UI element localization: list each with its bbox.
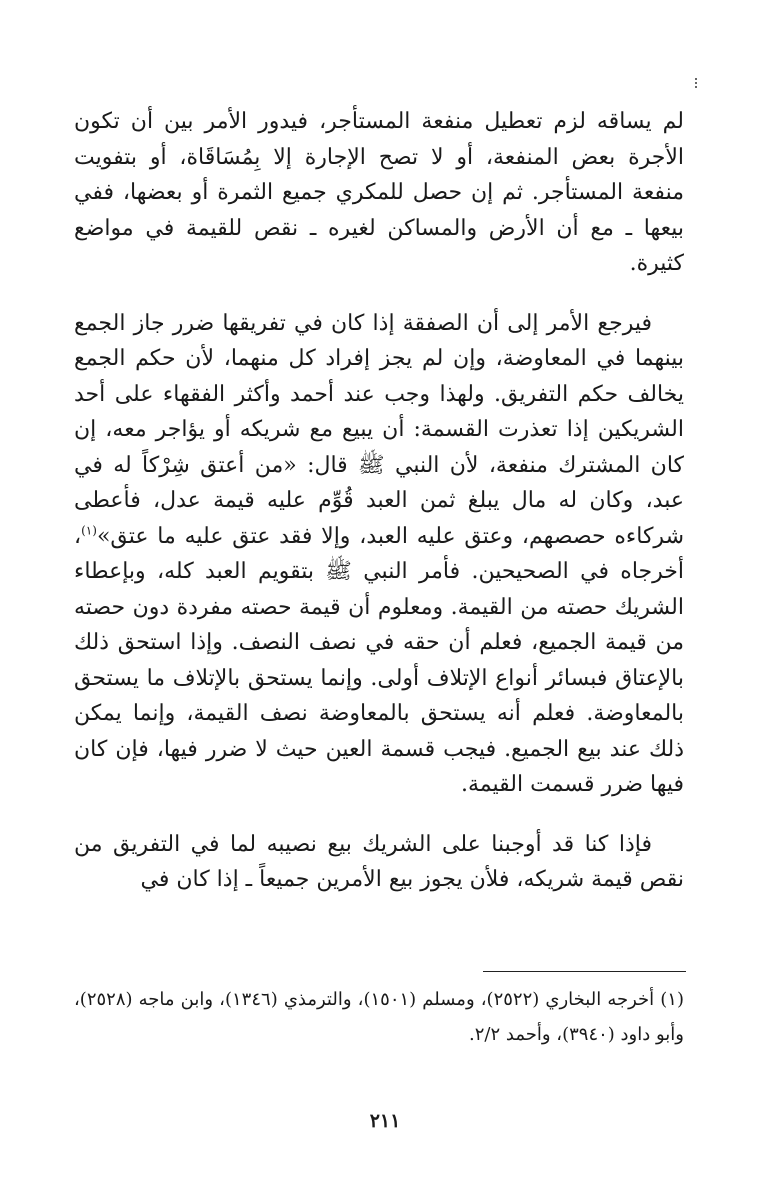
paragraph-3: فإذا كنا قد أوجبنا على الشريك بيع نصيبه لما في التفريق من نقص قيمة شريكه، فلأن يجوز بيع الأمرين جميعاً ـ إذا كان في: [74, 831, 684, 892]
footnote-1: (١) أخرجه البخاري (٢٥٢٢)، ومسلم (١٥٠١)، والترمذي (١٣٤٦)، وابن ماجه (٢٥٢٨)، وأبو داود (٣٩٤٠)، وأحمد ٢/٢.: [74, 989, 684, 1045]
main-text: [74, 104, 684, 898]
footnote-separator: [483, 971, 686, 972]
paragraph-1: لم يساقه لزم تعطيل منفعة المستأجر، فيدور الأمر بين أن تكون الأجرة بعض المنفعة، أو لا تصح الإجارة إلا بِمُسَاقَاة، أو بتفويت منفعة المستأجر. ثم إن حصل للمكري جميع الثمرة أو بعضها، ففي بيعها ـ مع أن الأرض والمساكن لغيره ـ نقص للقيمة في مواضع كثيرة.: [74, 109, 684, 276]
page-number: ٢١١: [369, 1110, 401, 1132]
footnotes: [74, 982, 684, 1052]
paragraph-2-text: فيرجع الأمر إلى أن الصفقة إذا كان في تفريقها ضرر جاز الجمع بينهما في المعاوضة، وإن لم يجز إفراد كل منهما، لأن حكم الجمع يخالف حكم التفريق. ولهذا وجب عند أحمد وأكثر الفقهاء على أحد الشريكين إذا تعذرت القسمة: أن يبيع مع شريكه أو يؤاجر معه، إن كان المشترك منفعة، لأن النبي ﷺ قال: «من أعتق شِرْكاً له في عبد، وكان له مال يبلغ ثمن العبد قُوِّم عليه قيمة عدل، فأعطى شركاءه حصصهم، وعتق عليه العبد، وإلا فقد عتق عليه ما عتق»: [74, 310, 684, 549]
paragraph-2: [74, 306, 684, 803]
footnote-reference[interactable]: (١): [81, 523, 97, 538]
corner-dot-mark: [695, 78, 700, 88]
paragraph-2-continuation: ، أخرجاه في الصحيحين. فأمر النبي ﷺ بتقويم العبد كله، وبإعطاء الشريك حصته من القيمة. ومعلوم أن قيمة حصته مفردة دون حصته من قيمة الجميع، فعلم أن حقه في نصف النصف. وإذا استحق ذلك بالإعتاق فبسائر أنواع الإتلاف أولى. وإنما يستحق بالإتلاف ما يستحق بالمعاوضة. فعلم أنه يستحق بالمعاوضة نصف القيمة، وإنما يمكن ذلك عند بيع الجميع. فيجب قسمة العين حيث لا ضرر فيها، فإن كان فيها ضرر قسمت القيمة.: [74, 523, 684, 797]
